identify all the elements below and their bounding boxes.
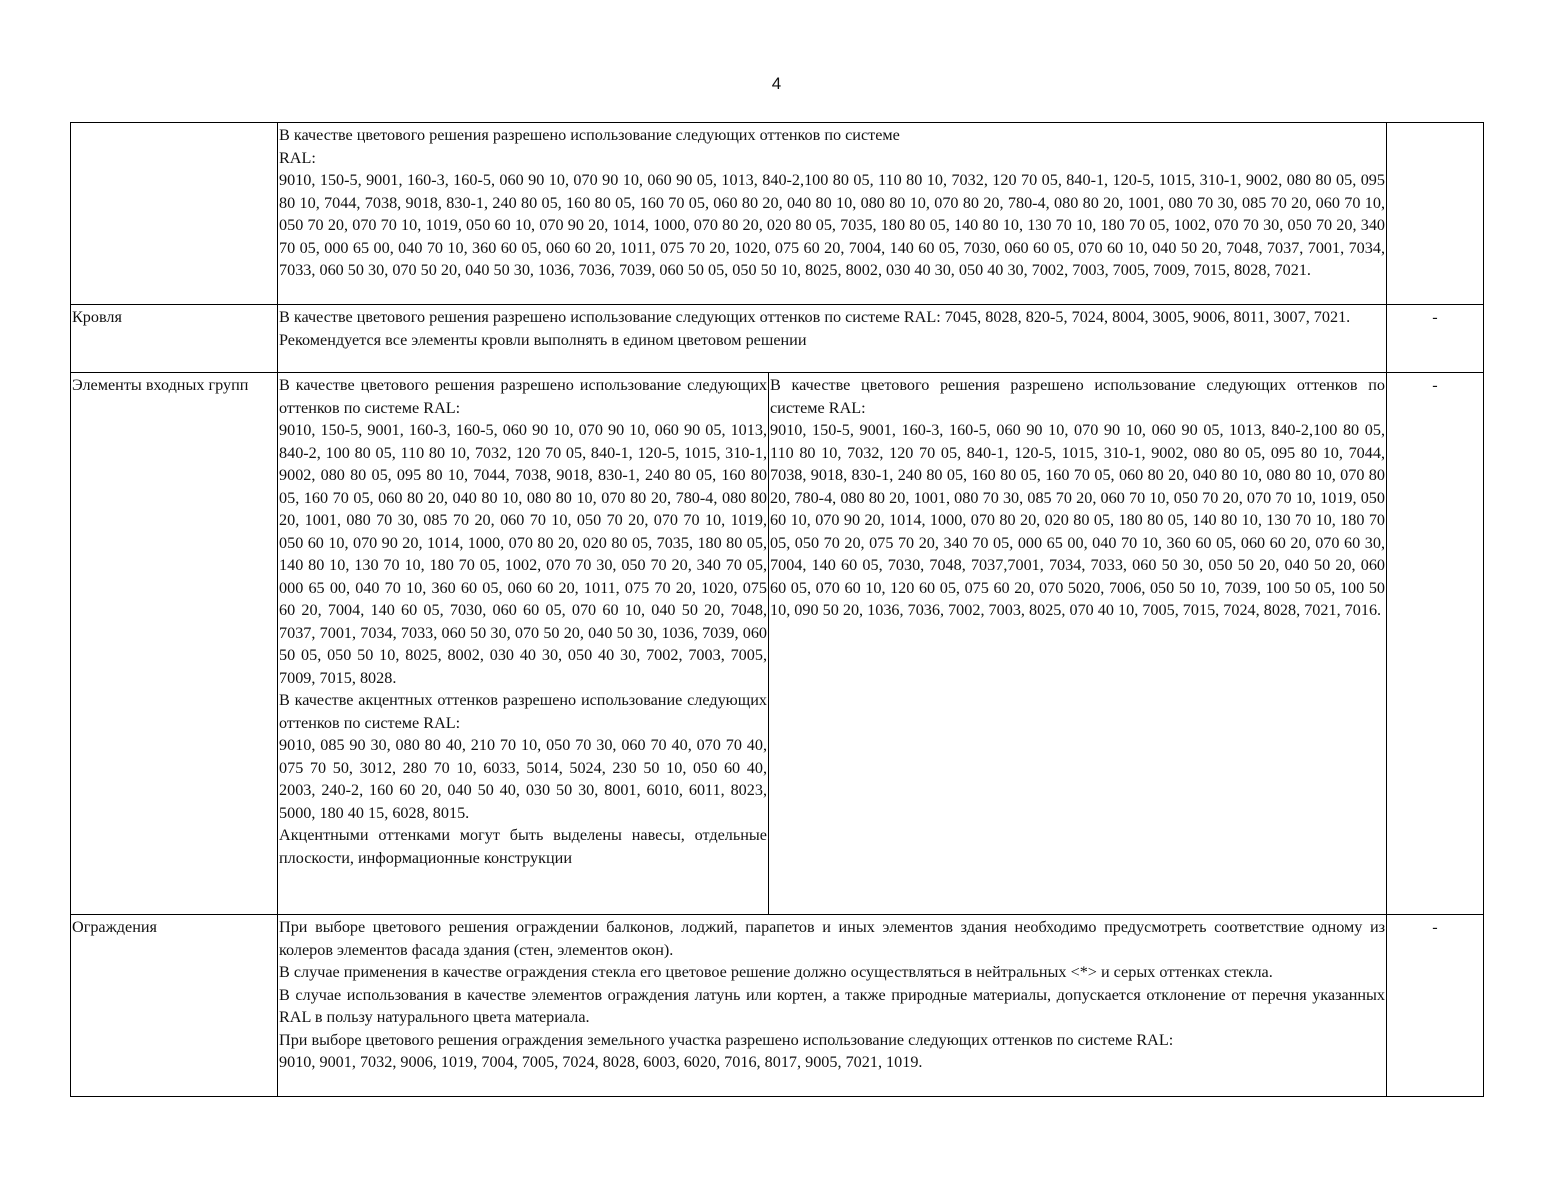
paragraph: В качестве цветового решения разрешено использование следующих оттенков по системе: [279, 126, 900, 144]
ral-code-list: 9010, 9001, 7032, 9006, 1019, 7004, 7005, 7024, 8028, 6003, 6020, 7016, 8017, 9005, 7021, 1019.: [279, 1053, 923, 1071]
table-row-entrance-groups: [71, 373, 1484, 915]
row-label: Элементы входных групп: [71, 373, 278, 915]
paragraph: При выборе цветового решения ограждении балконов, лоджий, парапетов и иных элементов здания необходимо предусмотреть соответствие одному из колеров элементов фасада здания (стен, элементов окон).: [279, 918, 1385, 959]
paragraph: В качестве цветового решения разрешено использование следующих оттенков по системе RAL:: [770, 376, 1385, 417]
ral-code-list: 9010, 150-5, 9001, 160-3, 160-5, 060 90 10, 070 90 10, 060 90 05, 1013, 840-2,100 80 05, 110 80 10, 7032, 120 70 05, 840-1, 120-5, 1015, 310-1, 9002, 080 80 05, 095 80 10, 7044, 7038, 9018, 830-1, 240 80 05, 160 80 05, 160 70 05, 060 80 20, 040 80 10, 080 80 10, 070 80 20, 780-4, 080 80 20, 1001, 080 70 30, 085 70 20, 060 70 10, 050 70 20, 070 70 10, 1019, 050 60 10, 070 90 20, 1014, 1000, 070 80 20, 020 80 05, 7035, 180 80 05, 140 80 10, 130 70 10, 180 70 05, 1002, 070 70 30, 050 70 20, 340 70 05, 000 65 00, 040 70 10, 360 60 05, 060 60 20, 1011, 075 70 20, 1020, 075 60 20, 7004, 140 60 05, 7030, 060 60 05, 070 60 10, 040 50 20, 7048, 7037, 7001, 7034, 7033, 060 50 30, 070 50 20, 040 50 30, 1036, 7036, 7039, 060 50 05, 050 50 10, 8025, 8002, 030 40 30, 050 40 30, 7002, 7003, 7005, 7009, 7015, 8028, 7021.: [279, 171, 1385, 279]
row-content-left: [278, 373, 769, 915]
table-row-walls: [71, 123, 1484, 305]
row-content: [278, 915, 1387, 1097]
row-note: -: [1387, 373, 1484, 915]
page-number: 4: [771, 74, 782, 93]
row-note: -: [1387, 305, 1484, 373]
row-content: [278, 305, 1387, 373]
row-content-right: [769, 373, 1387, 915]
table-row-roof: [71, 305, 1484, 373]
row-note: [1387, 123, 1484, 305]
paragraph: Рекомендуется все элементы кровли выполнять в едином цветовом решении: [279, 330, 807, 349]
paragraph: При выборе цветового решения ограждения земельного участка разрешено использование следующих оттенков по системе RAL:: [279, 1030, 1174, 1049]
paragraph: В качестве цветового решения разрешено использование следующих оттенков по системе RAL:: [279, 376, 767, 417]
requirements-table: [70, 122, 1484, 1097]
paragraph: Акцентными оттенками могут быть выделены навесы, отдельные плоскости, информационные конструкции: [279, 826, 767, 867]
accent-code-list: 9010, 085 90 30, 080 80 40, 210 70 10, 050 70 30, 060 70 40, 070 70 40, 075 70 50, 3012, 280 70 10, 6033, 5014, 5024, 230 50 10, 050 60 40, 2003, 240-2, 160 60 20, 040 50 40, 030 50 30, 8001, 6010, 6011, 8023, 5000, 180 40 15, 6028, 8015.: [279, 736, 767, 822]
row-label: Кровля: [71, 305, 278, 373]
paragraph: RAL:: [279, 148, 316, 167]
ral-code-list: 9010, 150-5, 9001, 160-3, 160-5, 060 90 10, 070 90 10, 060 90 05, 1013, 840-2,100 80 05, 110 80 10, 7032, 120 70 05, 840-1, 120-5, 1015, 310-1, 9002, 080 80 05, 095 80 10, 7044, 7038, 9018, 830-1, 240 80 05, 160 80 05, 160 70 05, 060 80 20, 040 80 10, 080 80 10, 070 80 20, 780-4, 080 80 20, 1001, 080 70 30, 085 70 20, 060 70 10, 050 70 20, 070 70 10, 1019, 050 60 10, 070 90 20, 1014, 1000, 070 80 20, 020 80 05, 180 80 05, 140 80 10, 130 70 10, 180 70 05, 050 70 20, 075 70 20, 340 70 05, 000 65 00, 040 70 10, 360 60 05, 060 60 20, 070 60 30, 7004, 140 60 05, 7030, 7048, 7037,7001, 7034, 7033, 060 50 30, 050 50 20, 040 50 20, 060 60 05, 070 60 10, 120 60 05, 075 60 20, 070 5020, 7006, 050 50 10, 7039, 100 50 05, 100 50 10, 090 50 20, 1036, 7036, 7002, 7003, 8025, 070 40 10, 7005, 7015, 7024, 8028, 7021, 7016.: [770, 421, 1385, 619]
row-label: [71, 123, 278, 305]
paragraph: В случае применения в качестве ограждения стекла его цветовое решение должно осуществляться в нейтральных <*> и серых оттенках стекла.: [279, 963, 1273, 981]
row-label: Ограждения: [71, 915, 278, 1097]
paragraph: В случае использования в качестве элементов ограждения латунь или кортен, а также природные материалы, допускается отклонение от перечня указанных RAL в пользу натурального цвета материала.: [279, 985, 1385, 1026]
row-note: -: [1387, 915, 1484, 1097]
row-content: [278, 123, 1387, 305]
paragraph: В качестве акцентных оттенков разрешено использование следующих оттенков по системе RAL:: [279, 691, 767, 732]
table-row-fences: [71, 915, 1484, 1097]
paragraph: В качестве цветового решения разрешено использование следующих оттенков по системе RAL: 7045, 8028, 820-5, 7024, 8004, 3005, 9006, 8011, 3007, 7021.: [279, 308, 1351, 326]
ral-code-list: 9010, 150-5, 9001, 160-3, 160-5, 060 90 10, 070 90 10, 060 90 05, 1013, 840-2, 100 80 05, 110 80 10, 7032, 120 70 05, 840-1, 120-5, 1015, 310-1, 9002, 080 80 05, 095 80 10, 7044, 7038, 9018, 830-1, 240 80 05, 160 80 05, 160 70 05, 060 80 20, 040 80 10, 080 80 10, 070 80 20, 780-4, 080 80 20, 1001, 080 70 30, 085 70 20, 060 70 10, 050 70 20, 070 70 10, 1019, 050 60 10, 070 90 20, 1014, 1000, 070 80 20, 020 80 05, 7035, 180 80 05, 140 80 10, 130 70 10, 180 70 05, 1002, 070 70 30, 050 70 20, 340 70 05, 000 65 00, 040 70 10, 360 60 05, 060 60 20, 1011, 075 70 20, 1020, 075 60 20, 7004, 140 60 05, 7030, 060 60 05, 070 60 10, 040 50 20, 7048, 7037, 7001, 7034, 7033, 060 50 30, 070 50 20, 040 50 30, 1036, 7039, 060 50 05, 050 50 10, 8025, 8002, 030 40 30, 050 40 30, 7002, 7003, 7005, 7009, 7015, 8028.: [279, 421, 767, 687]
